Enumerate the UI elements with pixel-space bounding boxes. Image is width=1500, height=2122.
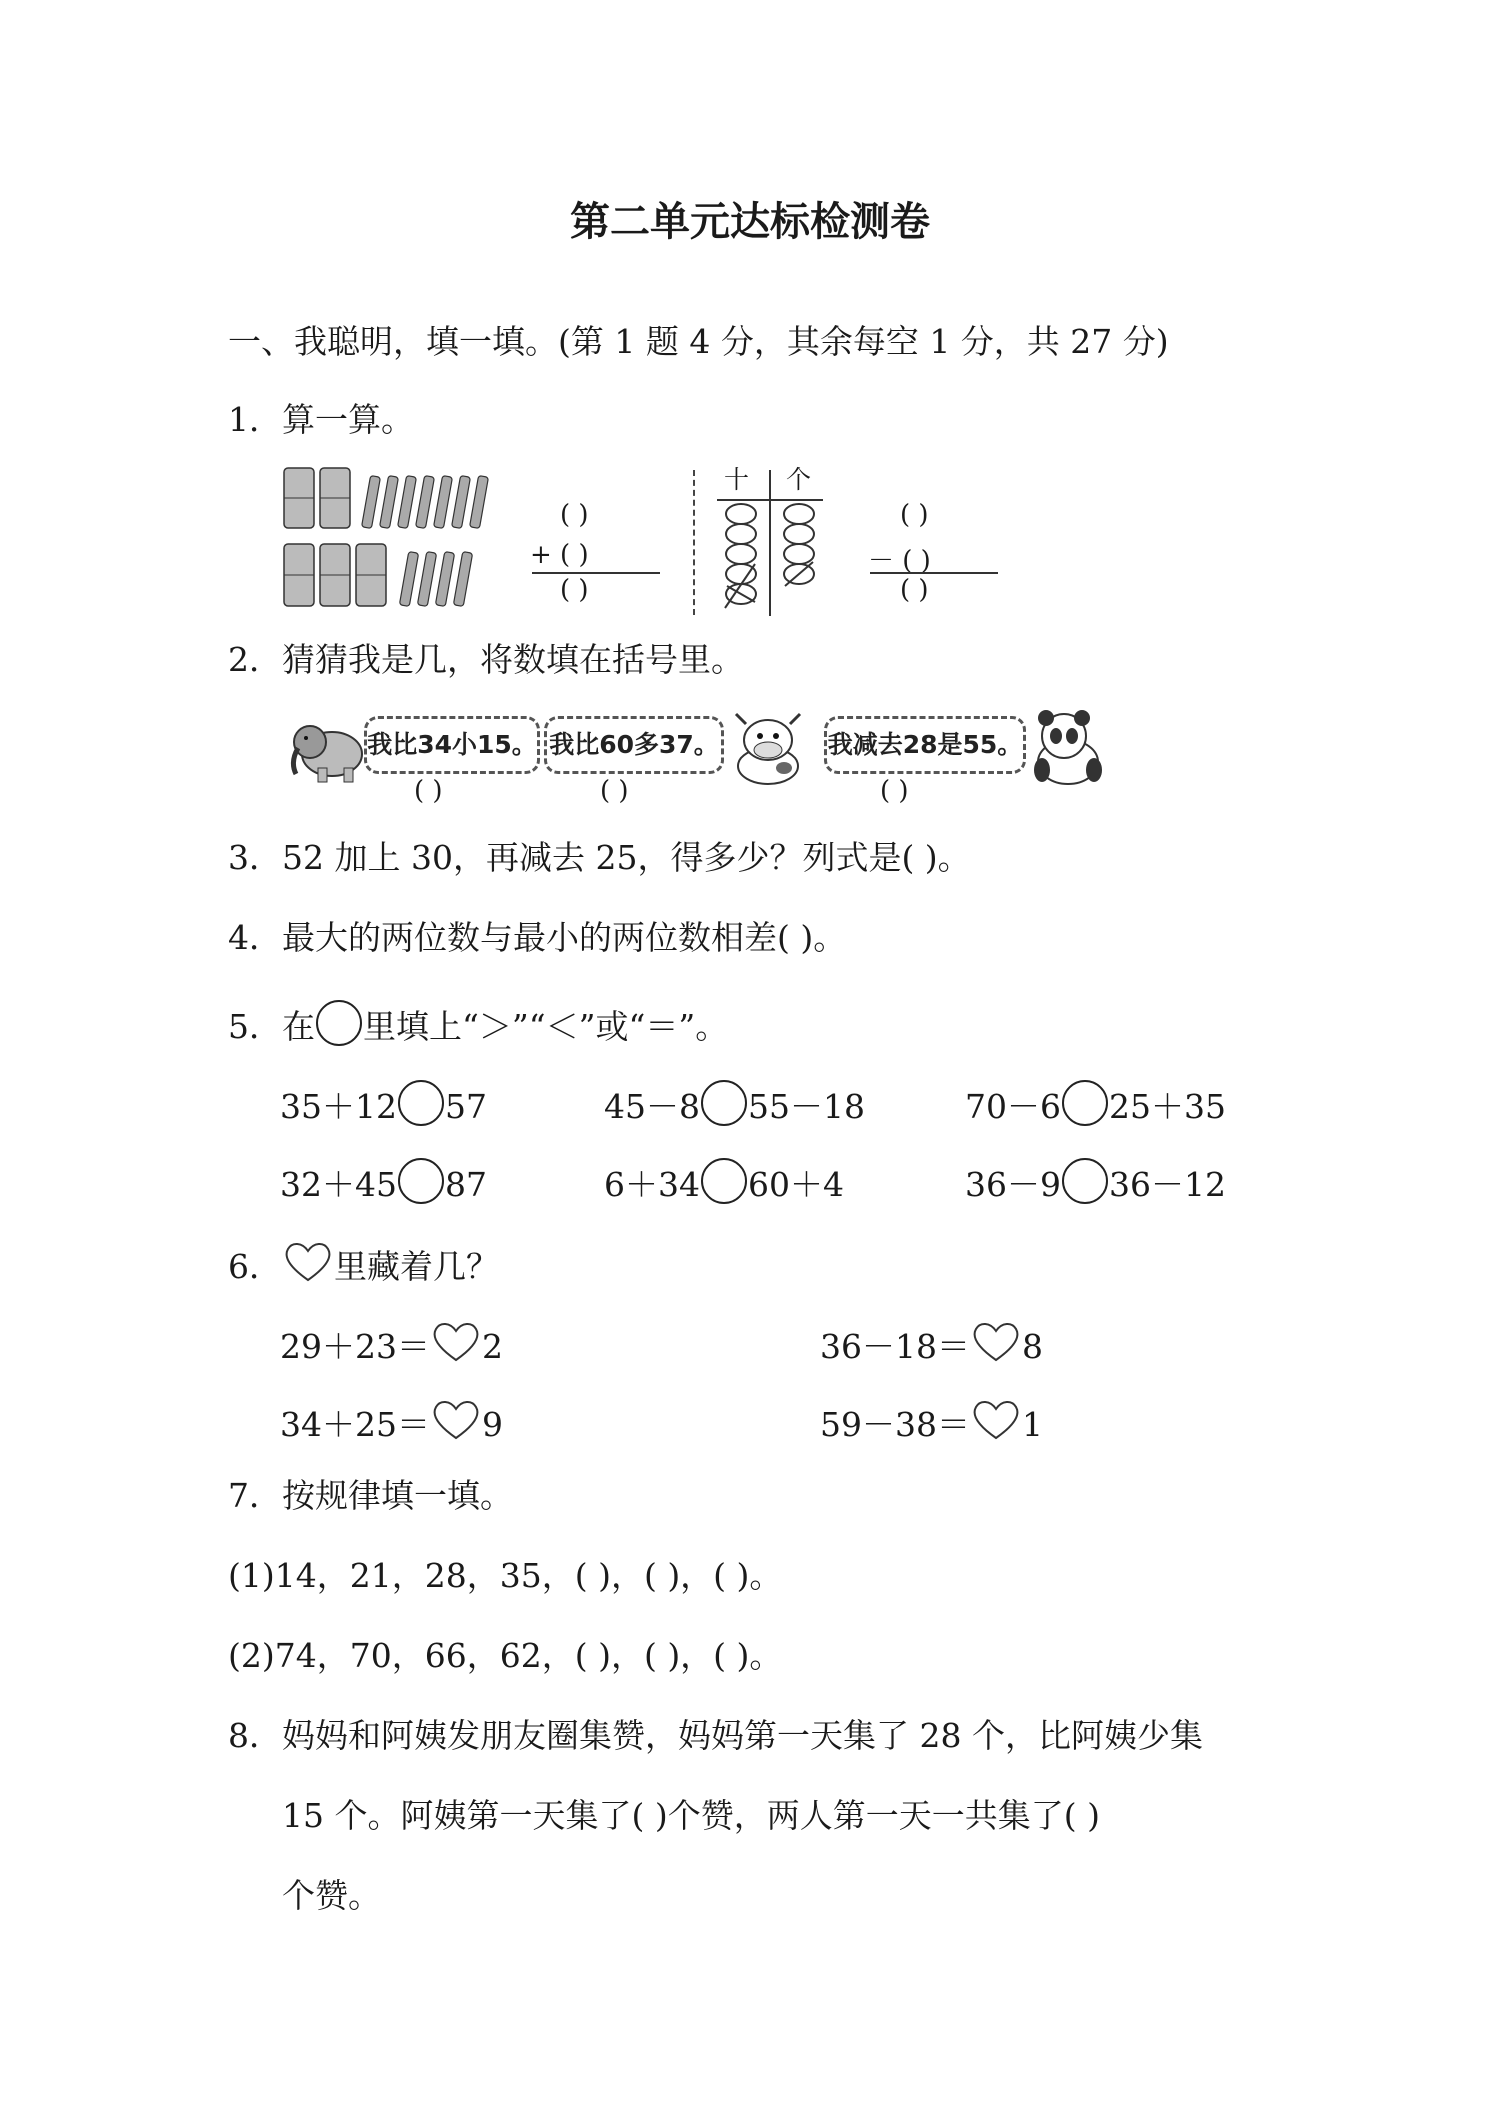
q6-label-pre: 6．	[228, 1247, 282, 1286]
clue-text-1: 我比34小15。	[367, 730, 537, 759]
tens-column-label: 十	[724, 465, 750, 494]
clue-bubble-1	[364, 716, 540, 774]
q1-sub-blank-1[interactable]: ( )	[900, 500, 929, 530]
circle-icon	[316, 1000, 362, 1046]
q6-left: 34＋25＝	[280, 1405, 430, 1444]
q6-label	[228, 1240, 499, 1287]
clue-bubble-3	[824, 716, 1026, 774]
q5-item-4	[280, 1158, 487, 1205]
q5-left: 35＋12	[280, 1087, 397, 1126]
q6-item-4	[820, 1398, 1043, 1445]
q6-right: 8	[1021, 1327, 1043, 1366]
heart-icon	[282, 1240, 334, 1284]
q1-add-result[interactable]: ( )	[560, 575, 589, 605]
section-heading: 一、我聪明，填一填。(第 1 题 4 分，其余每空 1 分，共 27 分)	[228, 322, 1169, 361]
cow-icon	[722, 708, 814, 790]
q7-sequence-2: (2)74，70，66，62，( )，( )，( )。	[228, 1636, 783, 1675]
q2-answer-3[interactable]: ( )	[880, 776, 909, 806]
q6-item-1	[280, 1320, 503, 1367]
compare-circle[interactable]	[701, 1080, 747, 1126]
q1-label: 1．算一算。	[228, 400, 414, 439]
q5-item-3	[965, 1080, 1226, 1127]
q6-item-3	[280, 1398, 503, 1445]
place-value-abacus	[715, 468, 825, 618]
q3-text: 3．52 加上 30，再减去 25，得多少？列式是( )。	[228, 838, 971, 877]
compare-circle[interactable]	[701, 1158, 747, 1204]
heart-blank[interactable]	[970, 1320, 1022, 1364]
q5-right: 60＋4	[748, 1165, 844, 1204]
q2-answer-1[interactable]: ( )	[414, 776, 443, 806]
q6-left: 29＋23＝	[280, 1327, 430, 1366]
q7-sequence-1: (1)14，21，28，35，( )，( )，( )。	[228, 1556, 783, 1595]
q5-label	[228, 1000, 728, 1047]
q7-label: 7．按规律填一填。	[228, 1476, 513, 1515]
q8-line-3: 个赞。	[282, 1876, 381, 1915]
heart-blank[interactable]	[430, 1320, 482, 1364]
q5-left: 32＋45	[280, 1165, 397, 1204]
compare-circle[interactable]	[398, 1158, 444, 1204]
compare-circle[interactable]	[1062, 1158, 1108, 1204]
q5-right: 57	[444, 1087, 487, 1126]
q5-right: 25＋35	[1109, 1087, 1226, 1126]
q8-line-1: 8．妈妈和阿姨发朋友圈集赞，妈妈第一天集了 28 个，比阿姨少集	[228, 1716, 1203, 1755]
q5-item-2	[604, 1080, 865, 1127]
q5-left: 70－6	[965, 1087, 1061, 1126]
compare-circle[interactable]	[398, 1080, 444, 1126]
q1-add-blank-2[interactable]: + ( )	[530, 540, 589, 570]
q6-right: 2	[481, 1327, 503, 1366]
clue-text-3: 我减去28是55。	[827, 730, 1023, 759]
q5-left: 6＋34	[604, 1165, 700, 1204]
q1-add-line	[532, 572, 660, 574]
q2-answer-2[interactable]: ( )	[600, 776, 629, 806]
panda-icon	[1022, 706, 1108, 788]
elephant-icon	[288, 712, 368, 784]
q5-label-pre: 5．在	[228, 1007, 315, 1046]
q6-left: 36－18＝	[820, 1327, 970, 1366]
q1-sub-line	[870, 572, 998, 574]
q5-item-5	[604, 1158, 844, 1205]
clue-text-2: 我比60多37。	[549, 730, 719, 759]
compare-circle[interactable]	[1062, 1080, 1108, 1126]
page-title: 第二单元达标检测卷	[570, 199, 930, 245]
q5-item-1	[280, 1080, 487, 1127]
q5-right: 87	[444, 1165, 487, 1204]
q1-sub-blank-2[interactable]: － ( )	[868, 546, 931, 576]
q5-left: 36－9	[965, 1165, 1061, 1204]
q5-label-post: 里填上“＞”“＜”或“＝”。	[363, 1007, 729, 1046]
q8-line-2: 15 个。阿姨第一天集了( )个赞，两人第一天一共集了( )	[282, 1796, 1100, 1835]
q6-right: 1	[1021, 1405, 1043, 1444]
q1-add-blank-1[interactable]: ( )	[560, 500, 589, 530]
q5-item-6	[965, 1158, 1226, 1205]
q5-left: 45－8	[604, 1087, 700, 1126]
q6-left: 59－38＝	[820, 1405, 970, 1444]
divider	[693, 470, 695, 615]
ones-column-label: 个	[786, 465, 812, 494]
clue-bubble-2	[544, 716, 724, 774]
q6-item-2	[820, 1320, 1043, 1367]
heart-blank[interactable]	[430, 1398, 482, 1442]
sticks-illustration	[280, 462, 490, 614]
q2-label: 2．猜猜我是几，将数填在括号里。	[228, 640, 744, 679]
heart-blank[interactable]	[970, 1398, 1022, 1442]
q1-sub-result[interactable]: ( )	[900, 575, 929, 605]
q6-label-post: 里藏着几？	[334, 1247, 499, 1286]
q4-text: 4．最大的两位数与最小的两位数相差( )。	[228, 918, 847, 957]
q5-right: 36－12	[1109, 1165, 1226, 1204]
q6-right: 9	[481, 1405, 503, 1444]
q5-right: 55－18	[748, 1087, 865, 1126]
